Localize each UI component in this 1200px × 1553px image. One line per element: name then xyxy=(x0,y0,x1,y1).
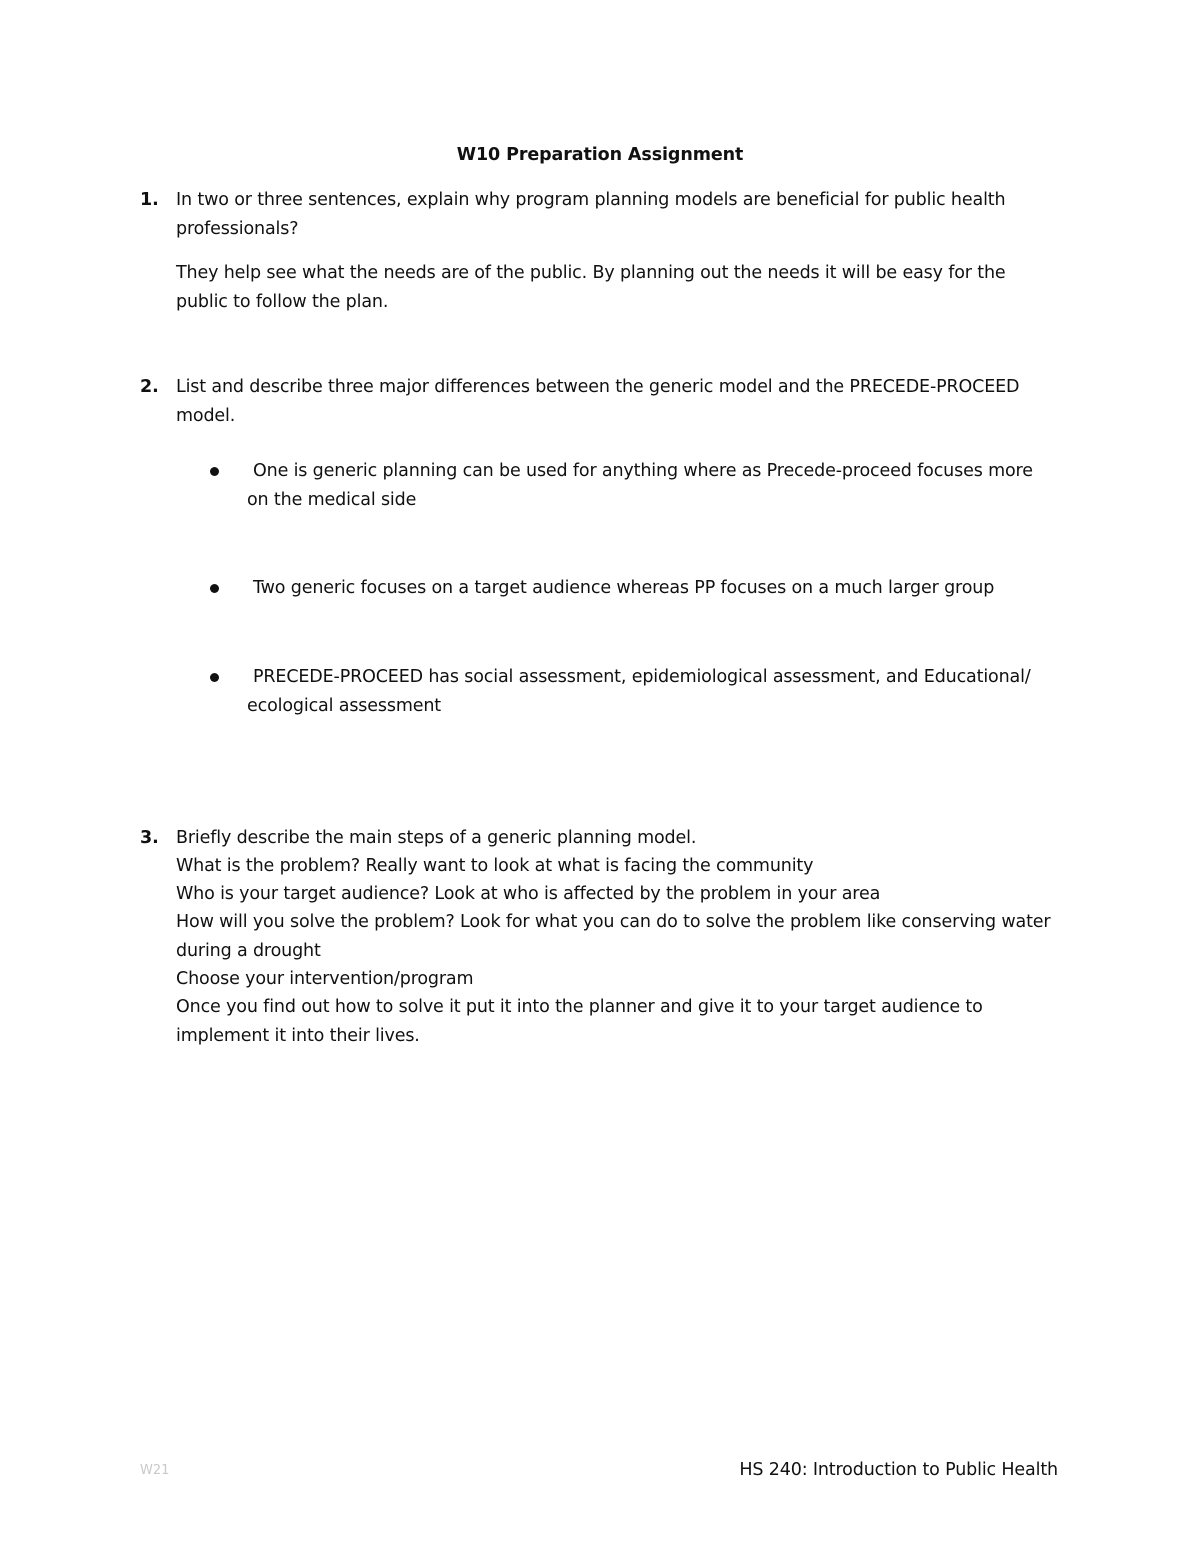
footer-watermark: W21 xyxy=(140,1463,170,1478)
question-3-line-1: What is the problem? Really want to look at what is facing the community xyxy=(176,856,814,876)
question-1-answer: They help see what the needs are of the public. By planning out the needs it will be easy for the public to follow the plan. xyxy=(176,263,1006,312)
question-3-line-4: Choose your intervention/program xyxy=(176,969,474,989)
question-1-number: 1. xyxy=(140,190,159,210)
question-3-number: 3. xyxy=(140,828,159,848)
question-2-prompt: List and describe three major differences between the generic model and the PRECEDE-PROCEED model. xyxy=(176,377,1020,426)
bullet-icon xyxy=(210,584,219,593)
question-1-prompt: In two or three sentences, explain why program planning models are beneficial for public health professionals? xyxy=(176,190,1006,239)
bullet-icon xyxy=(210,467,219,476)
question-3-line-5: Once you find out how to solve it put it into the planner and give it to your target audience to implement it into their lives. xyxy=(176,997,983,1046)
question-3-line-2: Who is your target audience? Look at who is affected by the problem in your area xyxy=(176,884,881,904)
bullet-icon xyxy=(210,673,219,682)
footer-course-title: HS 240: Introduction to Public Health xyxy=(739,1460,1058,1480)
question-2-number: 2. xyxy=(140,377,159,397)
question-2-bullet-3: PRECEDE-PROCEED has social assessment, epidemiological assessment, and Educational/ ecological assessment xyxy=(247,667,1031,716)
question-2-bullet-2: Two generic focuses on a target audience whereas PP focuses on a much larger group xyxy=(253,578,995,598)
document-title: W10 Preparation Assignment xyxy=(456,145,744,165)
question-3-prompt: Briefly describe the main steps of a generic planning model. xyxy=(176,828,697,848)
question-2-bullet-1: One is generic planning can be used for anything where as Precede-proceed focuses more on the medical side xyxy=(247,461,1033,510)
question-3-line-3: How will you solve the problem? Look for what you can do to solve the problem like conserving water during a drought xyxy=(176,912,1051,961)
